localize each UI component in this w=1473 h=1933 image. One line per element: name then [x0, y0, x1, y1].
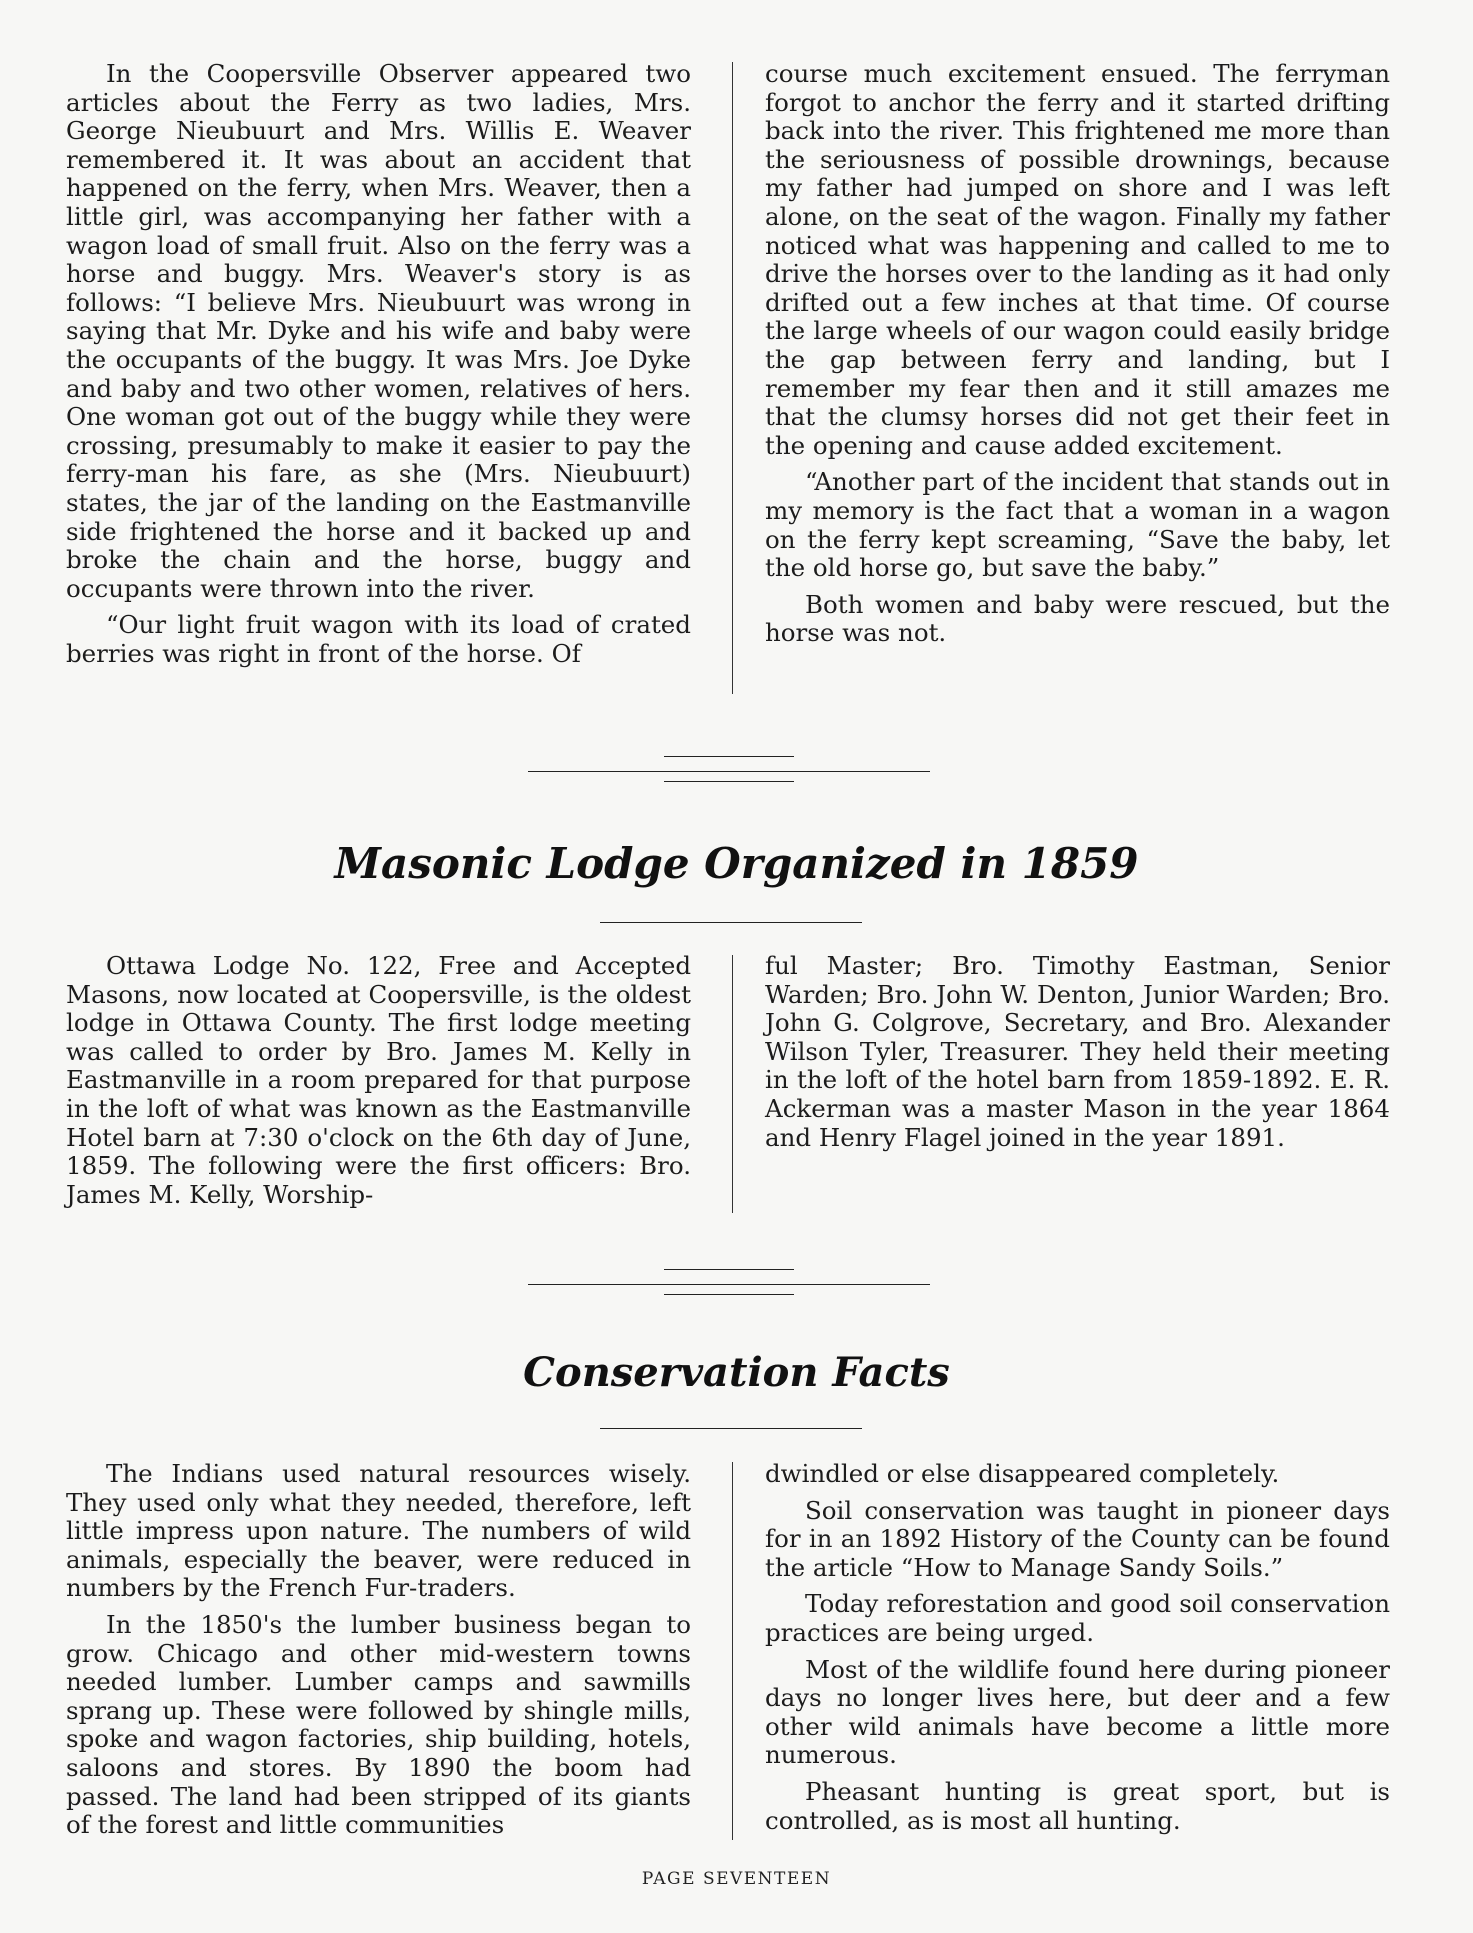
- paragraph: Today reforestation and good soil conservation practices are being urged.: [765, 1589, 1390, 1647]
- paragraph: dwindled or else disappeared completely.: [765, 1459, 1280, 1488]
- section-divider-ornament: [528, 752, 930, 782]
- conservation-left-column: [66, 1460, 691, 1848]
- paragraph: course much excitement ensued. The ferryman forgot to anchor the ferry and it started drifting back into the river. This frightened me more than the seriousness of possible drownings, because my father had jumped on shore and I was left alone, on the seat of the wagon. Finally my father noticed what was happening and called to me to drive the horses over to the landing as it had only drifted out a few inches at that time. Of course the large wheels of our wagon could easily bridge the gap between ferry and landing, but I remember my fear then and it still amazes me that the clumsy horses did not get their feet in the opening and cause added excitement.: [765, 59, 1390, 460]
- title-underline: [600, 922, 862, 923]
- section-title: Masonic Lodge Organized in 1859: [334, 839, 1139, 888]
- ferry-story-right-column: [765, 60, 1390, 656]
- column-divider: [732, 62, 733, 694]
- paragraph: Pheasant hunting is great sport, but is controlled, as is most all hunting.: [765, 1776, 1390, 1835]
- column-divider: [732, 1462, 733, 1840]
- section-title: Conservation Facts: [523, 1349, 950, 1396]
- paragraph: In the Coopersville Observer appeared two articles about the Ferry as two ladies, Mrs. George Nieubuurt and Mrs. Willis E. Weaver remembered it. It was about an accident that happened on the ferry, when Mrs. Weaver, then a little girl, was accompanying her father with a wagon load of small fruit. Also on the ferry was a horse and buggy. Mrs. Weaver's story is as follows: “I believe Mrs. Nieubuurt was wrong in saying that Mr. Dyke and his wife and baby were the occupants of the buggy. It was Mrs. Joe Dyke and baby and two other women, relatives of hers. One woman got out of the buggy while they were crossing, presumably to make it easier to pay the ferry-man his fare, as she (Mrs. Nieubuurt) states, the jar of the landing on the Eastmanville side frightened the horse and it backed up and broke the chain and the horse, buggy and occupants were thrown into the river.: [66, 59, 691, 603]
- title-underline: [600, 1428, 862, 1429]
- paragraph: Ottawa Lodge No. 122, Free and Accepted Masons, now located at Coopersville, is the oldest lodge in Ottawa County. The first lodge meeting was called to order by Bro. James M. Kelly in Eastmanville in a room prepared for that purpose in the loft of what was known as the Eastmanville Hotel barn at 7:30 o'clock on the 6th day of June, 1859. The following were the first officers: Bro. James M. Kelly, Worship-: [66, 951, 691, 1209]
- masonic-right-column: [765, 952, 1390, 1160]
- paragraph: The Indians used natural resources wisely. They used only what they needed, therefore, left little impress upon nature. The numbers of wild animals, especially the beaver, were reduced in numbers by the French Fur-traders.: [66, 1459, 691, 1603]
- paragraph: ful Master; Bro. Timothy Eastman, Senior Warden; Bro. John W. Denton, Junior Warden; Bro. John G. Colgrove, Secretary, and Bro. Alexander Wilson Tyler, Treasurer. They held their meeting in the loft of the hotel barn from 1859-1892. E. R. Ackerman was a master Mason in the year 1864 and Henry Flagel joined in the year 1891.: [765, 951, 1390, 1152]
- section-divider-ornament: [528, 1265, 930, 1295]
- paragraph: Both women and baby were rescued, but the horse was not.: [765, 589, 1390, 648]
- masonic-left-column: [66, 952, 691, 1217]
- page-number-footer: PAGE SEVENTEEN: [641, 1869, 832, 1889]
- paragraph: Soil conservation was taught in pioneer days for in an 1892 History of the County can be found the article “How to Manage Sandy Soils.”: [765, 1495, 1390, 1582]
- paragraph: “Another part of the incident that stands out in my memory is the fact that a woman in a wagon on the ferry kept screaming, “Save the baby, let the old horse go, but save the baby.”: [765, 467, 1390, 583]
- ferry-story-left-column: [66, 60, 691, 676]
- conservation-right-column: [765, 1460, 1390, 1843]
- paragraph: In the 1850's the lumber business began to grow. Chicago and other mid-western towns needed lumber. Lumber camps and sawmills sprang up. These were followed by shingle mills, spoke and wagon factories, ship building, hotels, saloons and stores. By 1890 the boom had passed. The land had been stripped of its giants of the forest and little communities: [66, 1609, 691, 1840]
- paragraph: “Our light fruit wagon with its load of crated berries was right in front of the horse. Of: [66, 610, 691, 668]
- column-divider: [732, 955, 733, 1213]
- paragraph: Most of the wildlife found here during pioneer days no longer lives here, but deer and a few other wild animals have become a little more numerous.: [765, 1654, 1390, 1770]
